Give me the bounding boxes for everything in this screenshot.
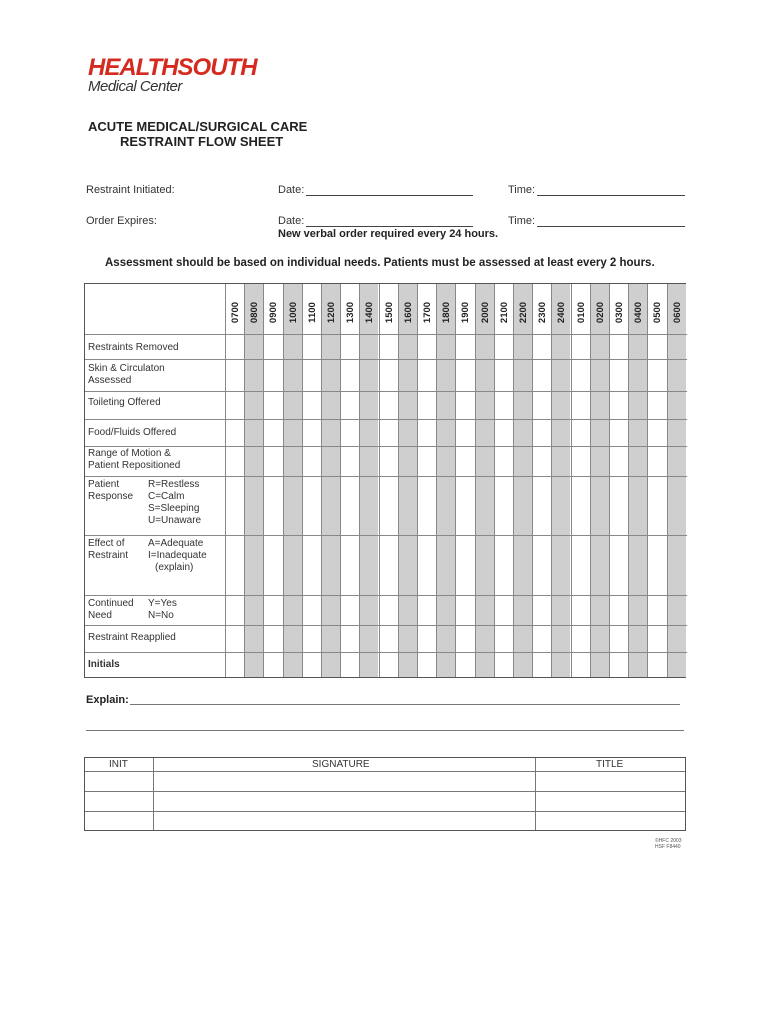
hour-column [398,284,417,677]
logo-subtitle: Medical Center [88,78,182,95]
hour-column [263,284,282,677]
hour-column [513,284,532,677]
row-rom-line1: Range of Motion & [88,448,171,459]
hour-label: 1600 [402,301,414,323]
expires-time-label: Time: [508,215,536,227]
expires-date-field[interactable] [306,226,473,227]
row-rom-line2: Patient Repositioned [88,460,181,471]
hour-column [283,284,302,677]
initiated-date-label: Date: [278,184,305,196]
row-skin-line2: Assessed [88,375,132,386]
response-code-c: C=Calm [148,491,185,502]
hour-label: 0600 [671,301,683,323]
hour-label: 1800 [441,301,453,323]
hour-column [225,284,244,677]
copyright-line1: ©HFC 2003 [655,838,682,844]
response-code-s: S=Sleeping [148,503,200,514]
hour-column [590,284,609,677]
row-need-line1: Continued [88,598,134,609]
hour-label: 0500 [652,301,664,323]
hour-column [609,284,628,677]
verbal-order-note: New verbal order required every 24 hours. [278,228,499,240]
hour-column [436,284,455,677]
hour-column [628,284,647,677]
hour-column [667,284,686,677]
hour-column [302,284,321,677]
hour-column [340,284,359,677]
hour-label: 2300 [537,301,549,323]
sig-header-signature: SIGNATURE [312,759,370,770]
hour-column [494,284,513,677]
row-restraints-removed: Restraints Removed [88,342,179,353]
need-code-n: N=No [148,610,174,621]
need-code-y: Y=Yes [148,598,177,609]
hour-label: 2100 [498,301,510,323]
row-food-fluids: Food/Fluids Offered [88,427,177,438]
row-effect-line2: Restraint [88,550,129,561]
effect-code-a: A=Adequate [148,538,204,549]
hour-label: 1400 [364,301,376,323]
hour-column [379,284,398,677]
hour-label: 0300 [614,301,626,323]
expires-date-label: Date: [278,215,305,227]
explain-line-2[interactable] [86,730,684,731]
hour-label: 1000 [287,301,299,323]
expires-label: Order Expires: [86,215,157,227]
hour-label: 2200 [518,301,530,323]
initiated-label: Restraint Initiated: [86,184,175,196]
hour-label: 1900 [460,301,472,323]
effect-code-explain: (explain) [155,562,194,573]
initiated-time-field[interactable] [537,195,685,196]
hour-column [321,284,340,677]
response-code-u: U=Unaware [148,515,202,526]
sig-header-init: INIT [109,759,128,770]
hour-label: 1100 [306,301,318,323]
hour-column [359,284,378,677]
row-need-line2: Need [88,610,112,621]
hour-column [475,284,494,677]
row-effect-line1: Effect of [88,538,125,549]
assessment-note: Assessment should be based on individual needs. Patients must be assessed at least every 2 hours. [105,257,655,269]
signature-table [84,757,686,831]
hour-label: 0700 [230,301,242,323]
copyright-line2: HSF F8440 [655,844,681,850]
row-initials: Initials [88,659,120,670]
hour-column [455,284,474,677]
hour-label: 1300 [345,301,357,323]
hour-column [417,284,436,677]
hour-label: 1200 [326,301,338,323]
hour-column [571,284,590,677]
effect-code-i: I=Inadequate [148,550,207,561]
initiated-time-label: Time: [508,184,536,196]
sig-header-title: TITLE [596,759,624,770]
explain-label: Explain: [86,694,129,706]
flow-sheet-grid [84,283,686,678]
expires-time-field[interactable] [537,226,685,227]
hour-label: 0100 [575,301,587,323]
hour-column [532,284,551,677]
form-title-line1: ACUTE MEDICAL/SURGICAL CARE [88,119,308,134]
hour-label: 1700 [422,301,434,323]
hour-column [647,284,666,677]
hour-label: 0400 [633,301,645,323]
response-code-r: R=Restless [148,479,200,490]
row-skin-line1: Skin & Circulaton [88,363,165,374]
initiated-date-field[interactable] [306,195,473,196]
hour-label: 0800 [249,301,261,323]
hour-label: 2400 [556,301,568,323]
logo-wordmark: HEALTHSOUTH [88,54,257,81]
hour-label: 0900 [268,301,280,323]
explain-line-1[interactable] [130,704,680,705]
row-reapplied: Restraint Reapplied [88,632,176,643]
hour-label: 1500 [383,301,395,323]
hour-label: 2000 [479,301,491,323]
hour-column [244,284,263,677]
row-response-line2: Response [88,491,134,502]
row-toileting: Toileting Offered [88,397,161,408]
copyright [655,838,681,850]
form-title-line2: RESTRAINT FLOW SHEET [120,134,284,149]
hour-column [551,284,570,677]
hour-label: 0200 [594,301,606,323]
row-response-line1: Patient [88,479,120,490]
